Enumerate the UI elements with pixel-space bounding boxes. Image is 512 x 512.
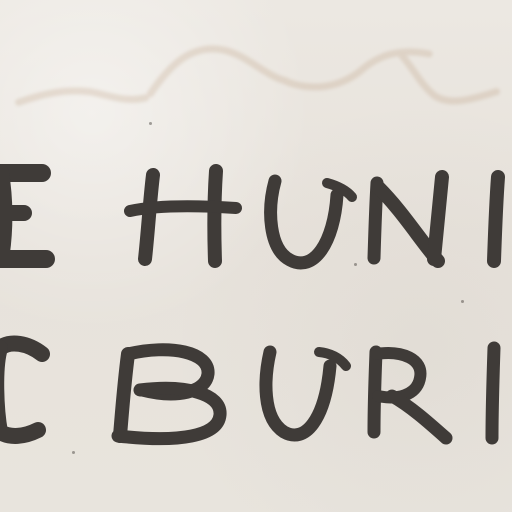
paper-speck	[72, 451, 75, 454]
letter-u-line-2	[266, 352, 346, 435]
letter-h-line-1	[130, 171, 236, 261]
handwritten-line-1	[0, 155, 512, 275]
letter-n-line-2	[492, 348, 494, 438]
paper-speck	[149, 122, 152, 125]
letter-e-line-1	[0, 173, 46, 259]
letter-c-line-2	[0, 343, 42, 435]
letter-n-line-1	[374, 177, 442, 261]
handwritten-line-2	[0, 330, 512, 450]
line-2-text	[0, 0, 1, 1]
letter-r-line-2	[374, 352, 446, 438]
line-1-text	[0, 0, 1, 1]
faint-ink-bleed	[0, 11, 512, 149]
letter-b-line-2	[118, 350, 220, 439]
letter-u-line-1	[271, 181, 352, 263]
paper-speck	[354, 263, 357, 266]
paper-speck	[461, 300, 464, 303]
letter-i-line-1	[494, 177, 498, 261]
